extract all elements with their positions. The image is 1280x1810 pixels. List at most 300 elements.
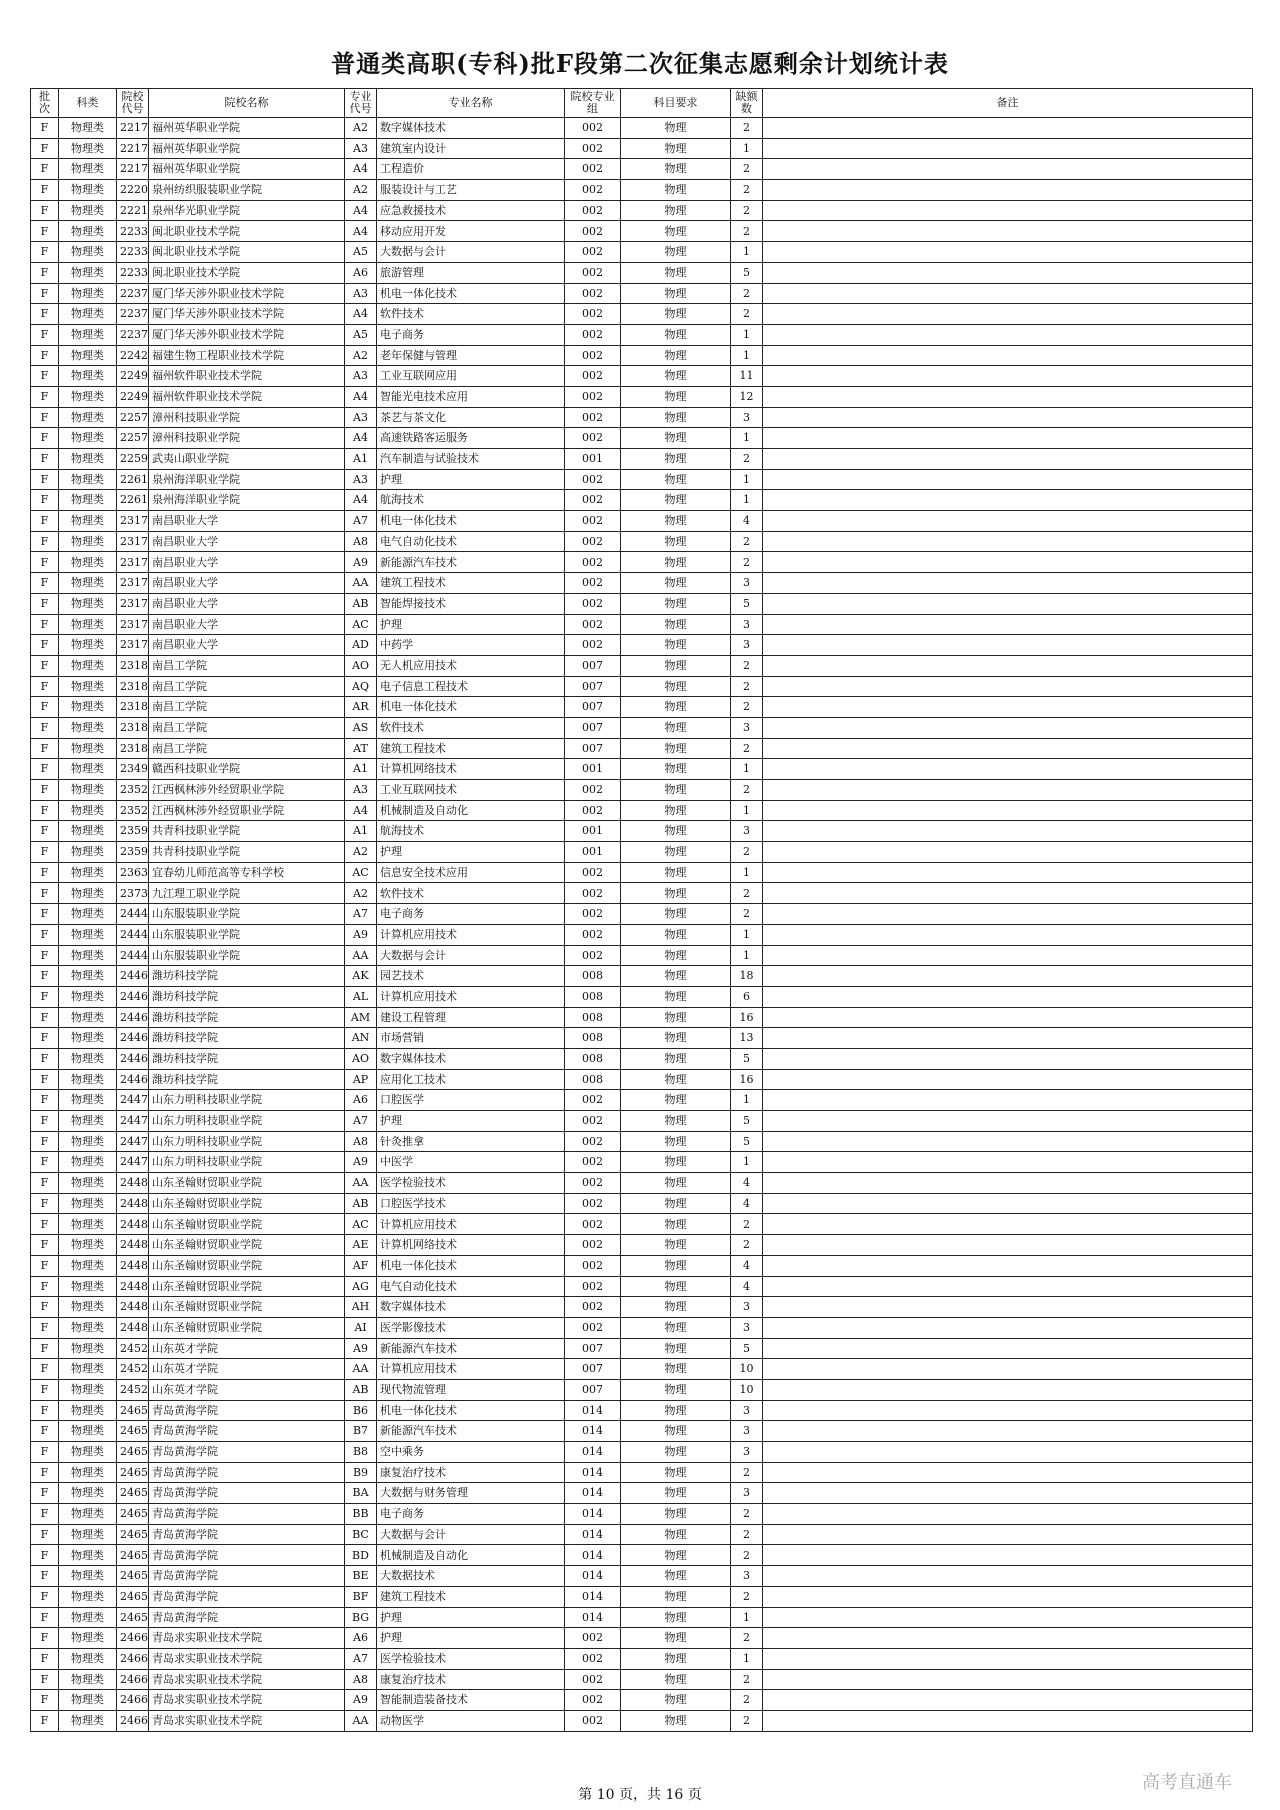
cell-remarks <box>763 1317 1253 1338</box>
cell-vacancies: 4 <box>731 1276 763 1297</box>
cell-major-name: 智能制造装备技术 <box>377 1690 565 1711</box>
cell-major-code: A9 <box>345 1152 377 1173</box>
cell-remarks <box>763 842 1253 863</box>
cell-school-code: 2448 <box>117 1193 149 1214</box>
cell-category: 物理类 <box>59 1442 117 1463</box>
cell-major-group: 002 <box>565 180 621 201</box>
cell-category: 物理类 <box>59 1690 117 1711</box>
cell-school-code: 2352 <box>117 780 149 801</box>
cell-major-code: A9 <box>345 552 377 573</box>
cell-school-name: 青岛黄海学院 <box>149 1586 345 1607</box>
cell-major-group: 002 <box>565 1111 621 1132</box>
cell-category: 物理类 <box>59 345 117 366</box>
cell-category: 物理类 <box>59 1090 117 1111</box>
cell-category: 物理类 <box>59 1255 117 1276</box>
cell-major-name: 计算机应用技术 <box>377 924 565 945</box>
cell-remarks <box>763 945 1253 966</box>
cell-subject-req: 物理 <box>621 1276 731 1297</box>
cell-school-name: 山东服装职业学院 <box>149 924 345 945</box>
cell-batch: F <box>31 883 59 904</box>
cell-school-name: 潍坊科技学院 <box>149 1048 345 1069</box>
cell-batch: F <box>31 449 59 470</box>
cell-vacancies: 3 <box>731 407 763 428</box>
cell-major-group: 007 <box>565 717 621 738</box>
table-row <box>31 759 1253 780</box>
cell-major-group: 002 <box>565 200 621 221</box>
cell-school-name: 南昌工学院 <box>149 717 345 738</box>
cell-major-group: 002 <box>565 407 621 428</box>
table-row <box>31 614 1253 635</box>
cell-remarks <box>763 1504 1253 1525</box>
cell-batch: F <box>31 407 59 428</box>
cell-major-name: 工程造价 <box>377 159 565 180</box>
cell-vacancies: 2 <box>731 221 763 242</box>
cell-major-group: 014 <box>565 1504 621 1525</box>
cell-remarks <box>763 635 1253 656</box>
cell-major-code: A3 <box>345 138 377 159</box>
cell-school-name: 闽北职业技术学院 <box>149 262 345 283</box>
cell-vacancies: 12 <box>731 386 763 407</box>
cell-school-name: 青岛黄海学院 <box>149 1504 345 1525</box>
cell-major-code: AA <box>345 1710 377 1731</box>
cell-batch: F <box>31 862 59 883</box>
cell-school-code: 2465 <box>117 1400 149 1421</box>
cell-category: 物理类 <box>59 1648 117 1669</box>
cell-school-name: 青岛求实职业技术学院 <box>149 1648 345 1669</box>
col-header-school-code: 院校代号 <box>117 89 149 118</box>
cell-major-name: 中药学 <box>377 635 565 656</box>
table-row <box>31 635 1253 656</box>
cell-batch: F <box>31 490 59 511</box>
cell-remarks <box>763 1379 1253 1400</box>
cell-major-name: 建筑工程技术 <box>377 573 565 594</box>
cell-subject-req: 物理 <box>621 717 731 738</box>
cell-major-group: 002 <box>565 1173 621 1194</box>
cell-subject-req: 物理 <box>621 655 731 676</box>
cell-school-code: 2249 <box>117 366 149 387</box>
cell-vacancies: 11 <box>731 366 763 387</box>
cell-major-group: 007 <box>565 655 621 676</box>
cell-vacancies: 2 <box>731 1669 763 1690</box>
cell-batch: F <box>31 552 59 573</box>
cell-major-group: 002 <box>565 862 621 883</box>
cell-major-name: 电子信息工程技术 <box>377 676 565 697</box>
cell-category: 物理类 <box>59 552 117 573</box>
cell-batch: F <box>31 242 59 263</box>
cell-school-name: 福州英华职业学院 <box>149 138 345 159</box>
table-row <box>31 407 1253 428</box>
col-header-major-group: 院校专业组 <box>565 89 621 118</box>
cell-school-code: 2448 <box>117 1214 149 1235</box>
table-row <box>31 1607 1253 1628</box>
cell-school-name: 闽北职业技术学院 <box>149 242 345 263</box>
cell-major-code: AP <box>345 1069 377 1090</box>
cell-school-name: 南昌职业大学 <box>149 635 345 656</box>
cell-subject-req: 物理 <box>621 1710 731 1731</box>
cell-major-code: AF <box>345 1255 377 1276</box>
cell-major-code: AB <box>345 593 377 614</box>
cell-major-code: B6 <box>345 1400 377 1421</box>
cell-category: 物理类 <box>59 1566 117 1587</box>
cell-school-name: 山东圣翰财贸职业学院 <box>149 1255 345 1276</box>
cell-category: 物理类 <box>59 676 117 697</box>
cell-major-code: A8 <box>345 1131 377 1152</box>
cell-category: 物理类 <box>59 1214 117 1235</box>
cell-remarks <box>763 1028 1253 1049</box>
cell-major-code: BF <box>345 1586 377 1607</box>
cell-vacancies: 2 <box>731 1710 763 1731</box>
cell-remarks <box>763 1669 1253 1690</box>
cell-vacancies: 3 <box>731 717 763 738</box>
cell-school-name: 厦门华天涉外职业技术学院 <box>149 324 345 345</box>
cell-vacancies: 3 <box>731 1483 763 1504</box>
cell-major-name: 汽车制造与试验技术 <box>377 449 565 470</box>
cell-major-code: AA <box>345 945 377 966</box>
cell-major-group: 002 <box>565 883 621 904</box>
cell-category: 物理类 <box>59 159 117 180</box>
cell-category: 物理类 <box>59 138 117 159</box>
cell-subject-req: 物理 <box>621 1152 731 1173</box>
cell-school-code: 2465 <box>117 1504 149 1525</box>
table-row <box>31 842 1253 863</box>
cell-school-code: 2257 <box>117 428 149 449</box>
cell-vacancies: 3 <box>731 1566 763 1587</box>
table-row <box>31 780 1253 801</box>
cell-subject-req: 物理 <box>621 738 731 759</box>
cell-school-code: 2237 <box>117 324 149 345</box>
cell-subject-req: 物理 <box>621 1607 731 1628</box>
cell-category: 物理类 <box>59 304 117 325</box>
cell-remarks <box>763 428 1253 449</box>
cell-batch: F <box>31 180 59 201</box>
cell-major-name: 大数据与会计 <box>377 242 565 263</box>
cell-major-name: 护理 <box>377 614 565 635</box>
cell-major-group: 002 <box>565 1090 621 1111</box>
cell-school-name: 山东英才学院 <box>149 1359 345 1380</box>
cell-vacancies: 2 <box>731 883 763 904</box>
cell-batch: F <box>31 200 59 221</box>
cell-vacancies: 4 <box>731 1255 763 1276</box>
table-row <box>31 366 1253 387</box>
cell-category: 物理类 <box>59 1421 117 1442</box>
cell-batch: F <box>31 1048 59 1069</box>
cell-major-name: 新能源汽车技术 <box>377 552 565 573</box>
cell-vacancies: 3 <box>731 1297 763 1318</box>
cell-batch: F <box>31 697 59 718</box>
cell-major-group: 001 <box>565 449 621 470</box>
cell-major-name: 建设工程管理 <box>377 1007 565 1028</box>
cell-school-name: 南昌工学院 <box>149 676 345 697</box>
table-row <box>31 593 1253 614</box>
table-row <box>31 1007 1253 1028</box>
cell-batch: F <box>31 1276 59 1297</box>
cell-major-code: A9 <box>345 924 377 945</box>
cell-batch: F <box>31 1152 59 1173</box>
cell-major-code: BE <box>345 1566 377 1587</box>
table-row <box>31 1152 1253 1173</box>
cell-major-name: 软件技术 <box>377 883 565 904</box>
cell-school-code: 2448 <box>117 1317 149 1338</box>
cell-school-name: 江西枫林涉外经贸职业学院 <box>149 780 345 801</box>
cell-category: 物理类 <box>59 1524 117 1545</box>
cell-batch: F <box>31 738 59 759</box>
cell-major-code: AO <box>345 655 377 676</box>
cell-category: 物理类 <box>59 573 117 594</box>
cell-subject-req: 物理 <box>621 1483 731 1504</box>
cell-major-name: 电子商务 <box>377 1504 565 1525</box>
cell-vacancies: 2 <box>731 1524 763 1545</box>
cell-batch: F <box>31 759 59 780</box>
cell-major-name: 机电一体化技术 <box>377 283 565 304</box>
cell-school-name: 泉州海洋职业学院 <box>149 469 345 490</box>
table-row <box>31 1545 1253 1566</box>
table-row <box>31 697 1253 718</box>
cell-vacancies: 2 <box>731 1214 763 1235</box>
cell-major-name: 动物医学 <box>377 1710 565 1731</box>
cell-school-name: 山东圣翰财贸职业学院 <box>149 1193 345 1214</box>
cell-batch: F <box>31 1214 59 1235</box>
cell-category: 物理类 <box>59 1338 117 1359</box>
cell-category: 物理类 <box>59 262 117 283</box>
cell-vacancies: 2 <box>731 1545 763 1566</box>
cell-remarks <box>763 1007 1253 1028</box>
table-row <box>31 862 1253 883</box>
cell-subject-req: 物理 <box>621 1359 731 1380</box>
cell-vacancies: 5 <box>731 1111 763 1132</box>
cell-school-name: 潍坊科技学院 <box>149 1069 345 1090</box>
table-row <box>31 573 1253 594</box>
cell-vacancies: 2 <box>731 1586 763 1607</box>
cell-remarks <box>763 1193 1253 1214</box>
cell-major-group: 014 <box>565 1586 621 1607</box>
cell-school-name: 南昌工学院 <box>149 655 345 676</box>
cell-major-group: 002 <box>565 573 621 594</box>
cell-category: 物理类 <box>59 593 117 614</box>
table-row <box>31 1297 1253 1318</box>
table-row <box>31 1586 1253 1607</box>
cell-subject-req: 物理 <box>621 945 731 966</box>
cell-major-code: A1 <box>345 821 377 842</box>
cell-major-name: 护理 <box>377 469 565 490</box>
cell-batch: F <box>31 469 59 490</box>
cell-subject-req: 物理 <box>621 242 731 263</box>
cell-batch: F <box>31 1338 59 1359</box>
cell-school-code: 2237 <box>117 283 149 304</box>
cell-school-name: 厦门华天涉外职业技术学院 <box>149 283 345 304</box>
plan-table <box>30 88 1253 1732</box>
cell-vacancies: 1 <box>731 1607 763 1628</box>
cell-batch: F <box>31 1297 59 1318</box>
cell-school-name: 武夷山职业学院 <box>149 449 345 470</box>
cell-major-code: AS <box>345 717 377 738</box>
col-header-batch: 批次 <box>31 89 59 118</box>
cell-school-code: 2318 <box>117 738 149 759</box>
cell-category: 物理类 <box>59 490 117 511</box>
cell-category: 物理类 <box>59 428 117 449</box>
table-row <box>31 883 1253 904</box>
cell-category: 物理类 <box>59 221 117 242</box>
cell-vacancies: 18 <box>731 966 763 987</box>
cell-batch: F <box>31 1504 59 1525</box>
cell-vacancies: 2 <box>731 118 763 139</box>
cell-subject-req: 物理 <box>621 1173 731 1194</box>
cell-vacancies: 1 <box>731 138 763 159</box>
cell-school-name: 潍坊科技学院 <box>149 966 345 987</box>
cell-subject-req: 物理 <box>621 821 731 842</box>
cell-major-name: 数字媒体技术 <box>377 1048 565 1069</box>
cell-school-name: 南昌职业大学 <box>149 593 345 614</box>
cell-major-group: 002 <box>565 118 621 139</box>
col-header-major-name: 专业名称 <box>377 89 565 118</box>
cell-major-code: A2 <box>345 118 377 139</box>
cell-remarks <box>763 511 1253 532</box>
cell-school-name: 青岛黄海学院 <box>149 1524 345 1545</box>
cell-vacancies: 2 <box>731 904 763 925</box>
cell-remarks <box>763 262 1253 283</box>
cell-major-name: 计算机应用技术 <box>377 986 565 1007</box>
cell-vacancies: 2 <box>731 552 763 573</box>
cell-major-name: 无人机应用技术 <box>377 655 565 676</box>
cell-school-name: 青岛黄海学院 <box>149 1545 345 1566</box>
cell-category: 物理类 <box>59 904 117 925</box>
cell-major-name: 数字媒体技术 <box>377 118 565 139</box>
cell-batch: F <box>31 159 59 180</box>
table-row <box>31 531 1253 552</box>
cell-batch: F <box>31 1690 59 1711</box>
cell-batch: F <box>31 1090 59 1111</box>
cell-subject-req: 物理 <box>621 780 731 801</box>
cell-subject-req: 物理 <box>621 1545 731 1566</box>
cell-school-code: 2257 <box>117 407 149 428</box>
cell-school-name: 山东圣翰财贸职业学院 <box>149 1276 345 1297</box>
cell-category: 物理类 <box>59 883 117 904</box>
cell-remarks <box>763 1400 1253 1421</box>
cell-major-code: AN <box>345 1028 377 1049</box>
cell-subject-req: 物理 <box>621 676 731 697</box>
table-row <box>31 283 1253 304</box>
cell-remarks <box>763 1255 1253 1276</box>
cell-remarks <box>763 862 1253 883</box>
cell-major-name: 市场营销 <box>377 1028 565 1049</box>
cell-major-name: 旅游管理 <box>377 262 565 283</box>
cell-major-code: A7 <box>345 1648 377 1669</box>
cell-vacancies: 1 <box>731 324 763 345</box>
table-row <box>31 345 1253 366</box>
cell-major-code: AR <box>345 697 377 718</box>
cell-school-code: 2444 <box>117 924 149 945</box>
cell-vacancies: 1 <box>731 1090 763 1111</box>
cell-major-name: 机械制造及自动化 <box>377 800 565 821</box>
cell-major-group: 002 <box>565 345 621 366</box>
cell-batch: F <box>31 1442 59 1463</box>
cell-major-group: 007 <box>565 738 621 759</box>
cell-school-name: 青岛黄海学院 <box>149 1607 345 1628</box>
cell-batch: F <box>31 1648 59 1669</box>
cell-subject-req: 物理 <box>621 511 731 532</box>
cell-major-group: 002 <box>565 531 621 552</box>
cell-major-code: A6 <box>345 1090 377 1111</box>
cell-major-group: 002 <box>565 904 621 925</box>
cell-major-group: 002 <box>565 1152 621 1173</box>
cell-subject-req: 物理 <box>621 221 731 242</box>
cell-vacancies: 2 <box>731 842 763 863</box>
table-row <box>31 1628 1253 1649</box>
cell-school-code: 2452 <box>117 1379 149 1400</box>
cell-major-group: 002 <box>565 593 621 614</box>
cell-school-name: 福州软件职业技术学院 <box>149 366 345 387</box>
cell-school-name: 福州英华职业学院 <box>149 159 345 180</box>
cell-school-code: 2466 <box>117 1628 149 1649</box>
cell-vacancies: 5 <box>731 1131 763 1152</box>
cell-category: 物理类 <box>59 469 117 490</box>
cell-major-name: 大数据与财务管理 <box>377 1483 565 1504</box>
cell-batch: F <box>31 1628 59 1649</box>
cell-remarks <box>763 386 1253 407</box>
cell-school-code: 2259 <box>117 449 149 470</box>
cell-batch: F <box>31 262 59 283</box>
cell-major-name: 计算机网络技术 <box>377 1235 565 1256</box>
cell-batch: F <box>31 717 59 738</box>
cell-vacancies: 1 <box>731 428 763 449</box>
cell-vacancies: 3 <box>731 635 763 656</box>
cell-subject-req: 物理 <box>621 1566 731 1587</box>
cell-major-code: AA <box>345 1359 377 1380</box>
table-body <box>31 118 1253 1732</box>
cell-major-name: 建筑工程技术 <box>377 738 565 759</box>
cell-subject-req: 物理 <box>621 366 731 387</box>
cell-remarks <box>763 1710 1253 1731</box>
cell-major-code: AI <box>345 1317 377 1338</box>
cell-vacancies: 2 <box>731 655 763 676</box>
cell-school-code: 2317 <box>117 552 149 573</box>
cell-major-name: 大数据与会计 <box>377 1524 565 1545</box>
cell-major-name: 护理 <box>377 1628 565 1649</box>
col-header-major-code: 专业代号 <box>345 89 377 118</box>
cell-major-name: 软件技术 <box>377 304 565 325</box>
cell-major-name: 康复治疗技术 <box>377 1669 565 1690</box>
cell-school-name: 南昌职业大学 <box>149 511 345 532</box>
cell-batch: F <box>31 614 59 635</box>
cell-subject-req: 物理 <box>621 573 731 594</box>
cell-school-name: 漳州科技职业学院 <box>149 407 345 428</box>
cell-subject-req: 物理 <box>621 842 731 863</box>
cell-vacancies: 1 <box>731 924 763 945</box>
cell-major-group: 002 <box>565 1255 621 1276</box>
cell-major-name: 康复治疗技术 <box>377 1462 565 1483</box>
table-row <box>31 1028 1253 1049</box>
cell-major-code: BA <box>345 1483 377 1504</box>
cell-school-name: 青岛黄海学院 <box>149 1421 345 1442</box>
cell-school-code: 2363 <box>117 862 149 883</box>
cell-subject-req: 物理 <box>621 1648 731 1669</box>
cell-vacancies: 5 <box>731 1048 763 1069</box>
cell-major-group: 002 <box>565 386 621 407</box>
cell-major-name: 应用化工技术 <box>377 1069 565 1090</box>
cell-batch: F <box>31 118 59 139</box>
cell-major-name: 医学检验技术 <box>377 1173 565 1194</box>
cell-vacancies: 16 <box>731 1069 763 1090</box>
cell-school-code: 2465 <box>117 1524 149 1545</box>
cell-remarks <box>763 552 1253 573</box>
cell-school-code: 2447 <box>117 1131 149 1152</box>
cell-category: 物理类 <box>59 635 117 656</box>
cell-batch: F <box>31 221 59 242</box>
cell-school-code: 2446 <box>117 1048 149 1069</box>
cell-major-code: A9 <box>345 1690 377 1711</box>
cell-major-name: 新能源汽车技术 <box>377 1421 565 1442</box>
cell-major-name: 大数据技术 <box>377 1566 565 1587</box>
cell-batch: F <box>31 1007 59 1028</box>
